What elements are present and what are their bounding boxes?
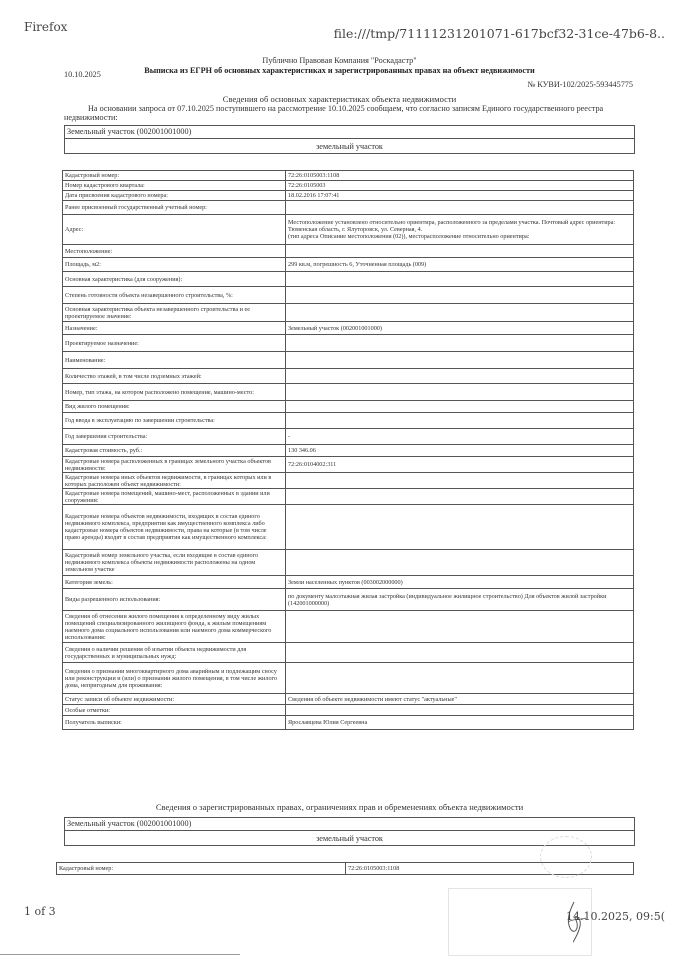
- row-label: Наименование:: [63, 352, 286, 369]
- row-value: 130 346.06: [286, 445, 634, 457]
- table-row: [63, 489, 634, 505]
- table-row: [63, 245, 634, 258]
- row-label: Вид жилого помещения:: [63, 401, 286, 413]
- document-number: № КУВИ-102/2025-593445775: [527, 80, 633, 89]
- table-row: [63, 576, 634, 589]
- table-row: [63, 287, 634, 304]
- table-row: [63, 413, 634, 429]
- table-row: [63, 716, 634, 730]
- row-label: Кадастровые номера объектов недвижимости, входящих в состав единого недвижимого комплекса, предприятия как имущественного комплекса либо кадастровые номера объектов недвижимости, права на которые (в том числе право аренды) входят в состав предприятия как имущественного комплекса:: [63, 505, 286, 550]
- row-label: Основная характеристика (для сооружения):: [63, 272, 286, 287]
- organization-name: Публично Правовая Компания "Роскадастр": [262, 56, 417, 65]
- row-label: Год завершения строительства:: [63, 429, 286, 445]
- object-type-label: Земельный участок (002001001000): [65, 126, 634, 139]
- row-label: Дата присвоения кадастрового номера:: [63, 191, 286, 201]
- row-label: Сведения об отнесении жилого помещения к определенному виду жилых помещений специализированного жилищного фонда, к жилым помещениям наемного дома социального использования или наемного дома коммерческого использования:: [63, 611, 286, 643]
- row-label: Основная характеристика объекта незавершенного строительства и ее проектируемое значение:: [63, 304, 286, 322]
- row-label: Назначение:: [63, 322, 286, 335]
- row-value: [286, 663, 634, 694]
- row-value: Земельный участок (002001001000): [286, 322, 634, 335]
- table-row: [63, 457, 634, 473]
- section-title-characteristics: Сведения об основных характеристиках объекта недвижимости: [222, 94, 457, 104]
- table-row: [63, 401, 634, 413]
- table-row: [63, 445, 634, 457]
- row-label: Степень готовности объекта незавершенного строительства, %:: [63, 287, 286, 304]
- object-type-box: [64, 125, 635, 154]
- table-row: [63, 258, 634, 272]
- table-row: [63, 369, 634, 384]
- table-row: [63, 352, 634, 369]
- row-label: Кадастровый номер:: [63, 171, 286, 181]
- page-divider: [0, 954, 240, 955]
- row-label: Ранее присвоенный государственный учетный номер:: [63, 201, 286, 215]
- table-row: [63, 429, 634, 445]
- table-row: [63, 322, 634, 335]
- row-label: Номер кадастрового квартала:: [63, 181, 286, 191]
- row-label: Виды разрешенного использования:: [63, 589, 286, 611]
- row-value: 72:26:0105003:1108: [346, 863, 634, 875]
- row-value: [286, 505, 634, 550]
- row-label: Площадь, м2:: [63, 258, 286, 272]
- row-label: Кадастровые номера расположенных в границах земельного участка объектов недвижимости:: [63, 457, 286, 473]
- row-value: [286, 643, 634, 663]
- row-value: [286, 384, 634, 401]
- table-row: [63, 643, 634, 663]
- row-value: [286, 489, 634, 505]
- row-value: [286, 352, 634, 369]
- row-label: Статус записи об объекте недвижимости:: [63, 694, 286, 705]
- row-value: Земли населенных пунктов (003002000000): [286, 576, 634, 589]
- file-url: file:///tmp/71111231201071-617bcf32-31ce-47b6-8..: [333, 26, 665, 41]
- print-timestamp: 14.10.2025, 09:5(: [566, 910, 665, 923]
- seal-stamp-icon: [540, 836, 592, 878]
- row-label: Количество этажей, в том числе подземных этажей:: [63, 369, 286, 384]
- table-row: [63, 201, 634, 215]
- row-value: -: [286, 429, 634, 445]
- row-value: [286, 369, 634, 384]
- row-value: 18.02.2016 17:07:41: [286, 191, 634, 201]
- table-row: [63, 304, 634, 322]
- row-label: Кадастровый номер земельного участка, если входящие в состав единого недвижимого комплекса объекты недвижимости расположены на одном земельном участке: [63, 550, 286, 576]
- table-row: [63, 335, 634, 352]
- characteristics-table: [62, 170, 634, 730]
- row-value: [286, 201, 634, 215]
- row-value: [286, 550, 634, 576]
- row-value: 72:26:0105003: [286, 181, 634, 191]
- table-row: [63, 191, 634, 201]
- table-row: [63, 505, 634, 550]
- page-indicator: 1 of 3: [24, 905, 56, 918]
- row-value: [286, 705, 634, 716]
- table-row: [63, 215, 634, 245]
- section-title-rights: Сведения о зарегистрированных правах, ограничениях прав и обременениях объекта недвижимости: [155, 802, 524, 812]
- row-value: [286, 413, 634, 429]
- table-row: [63, 473, 634, 489]
- row-label: Кадастровая стоимость, руб.:: [63, 445, 286, 457]
- row-label: Сведения о наличии решения об изъятии объекта недвижимости для государственных и муниципальных нужд:: [63, 643, 286, 663]
- row-value: 299 кв.м, погрешность 6, Уточненная площадь (009): [286, 258, 634, 272]
- row-value: [286, 245, 634, 258]
- row-label: Кадастровые номера иных объектов недвижимости, в границах которых или в которых расположен объект недвижимости:: [63, 473, 286, 489]
- table-row: [63, 611, 634, 643]
- row-label: Проектируемое назначение:: [63, 335, 286, 352]
- table-row: [63, 384, 634, 401]
- row-label: Год ввода в эксплуатацию по завершении строительства:: [63, 413, 286, 429]
- table-row: [63, 694, 634, 705]
- row-value: [286, 272, 634, 287]
- row-label: Кадастровый номер:: [57, 863, 346, 875]
- table-row: [63, 550, 634, 576]
- table-row: [63, 171, 634, 181]
- row-label: Кадастровые номера помещений, машино-мест, расположенных в здании или сооружении:: [63, 489, 286, 505]
- row-value: [286, 611, 634, 643]
- table-row: [63, 705, 634, 716]
- row-label: Номер, тип этажа, на котором расположено помещение, машино-место:: [63, 384, 286, 401]
- row-label: Местоположение:: [63, 245, 286, 258]
- row-value: 72:26:0105003:1108: [286, 171, 634, 181]
- row-label: Сведения о признании многоквартирного дома аварийным и подлежащим сносу или реконструкции и (или) о признании жилого помещения, в том числе жилого дома, непригодным для проживания:: [63, 663, 286, 694]
- browser-app-name: Firefox: [24, 20, 68, 34]
- row-value: [286, 473, 634, 489]
- row-value: 72:26:0104002:311: [286, 457, 634, 473]
- row-value: Сведения об объекте недвижимости имеют статус "актуальные": [286, 694, 634, 705]
- rights-object-subtitle: земельный участок: [316, 834, 383, 843]
- table-row: [63, 181, 634, 191]
- row-value: по документу малоэтажная жилая застройка (индивидуальное жилищное строительство) Для объектов жилой застройки (142001000000): [286, 589, 634, 611]
- table-row: [63, 589, 634, 611]
- row-label: Получатель выписки:: [63, 716, 286, 730]
- row-value: [286, 401, 634, 413]
- row-value: [286, 335, 634, 352]
- row-label: Адрес:: [63, 215, 286, 245]
- table-row: [63, 663, 634, 694]
- object-subtitle: земельный участок: [316, 142, 383, 151]
- row-label: Категория земель:: [63, 576, 286, 589]
- row-value: Местоположение установлено относительно ориентира, расположенного за пределами участка. Почтовый адрес ориентира: Тюменская область, г. Ялуторовск, ул. Северная, 4. (тип адреса Описание местоположения (02)), месторасположение относительно ориентира:: [286, 215, 634, 245]
- row-value: [286, 287, 634, 304]
- document-date: 10.10.2025: [64, 70, 101, 79]
- row-value: [286, 304, 634, 322]
- table-row: [63, 272, 634, 287]
- document-title: Выписка из ЕГРН об основных характеристиках и зарегистрированных правах на объект недвижимости: [144, 66, 535, 75]
- rights-object-type-label: Земельный участок (002001001000): [65, 818, 634, 831]
- row-value: Ярославцева Юлия Сергеевна: [286, 716, 634, 730]
- row-label: Особые отметки:: [63, 705, 286, 716]
- intro-paragraph: На основании запроса от 07.10.2025 поступившего на рассмотрение 10.10.2025 сообщаем, что согласно записям Единого государственного реестра недвижимости:: [64, 104, 604, 122]
